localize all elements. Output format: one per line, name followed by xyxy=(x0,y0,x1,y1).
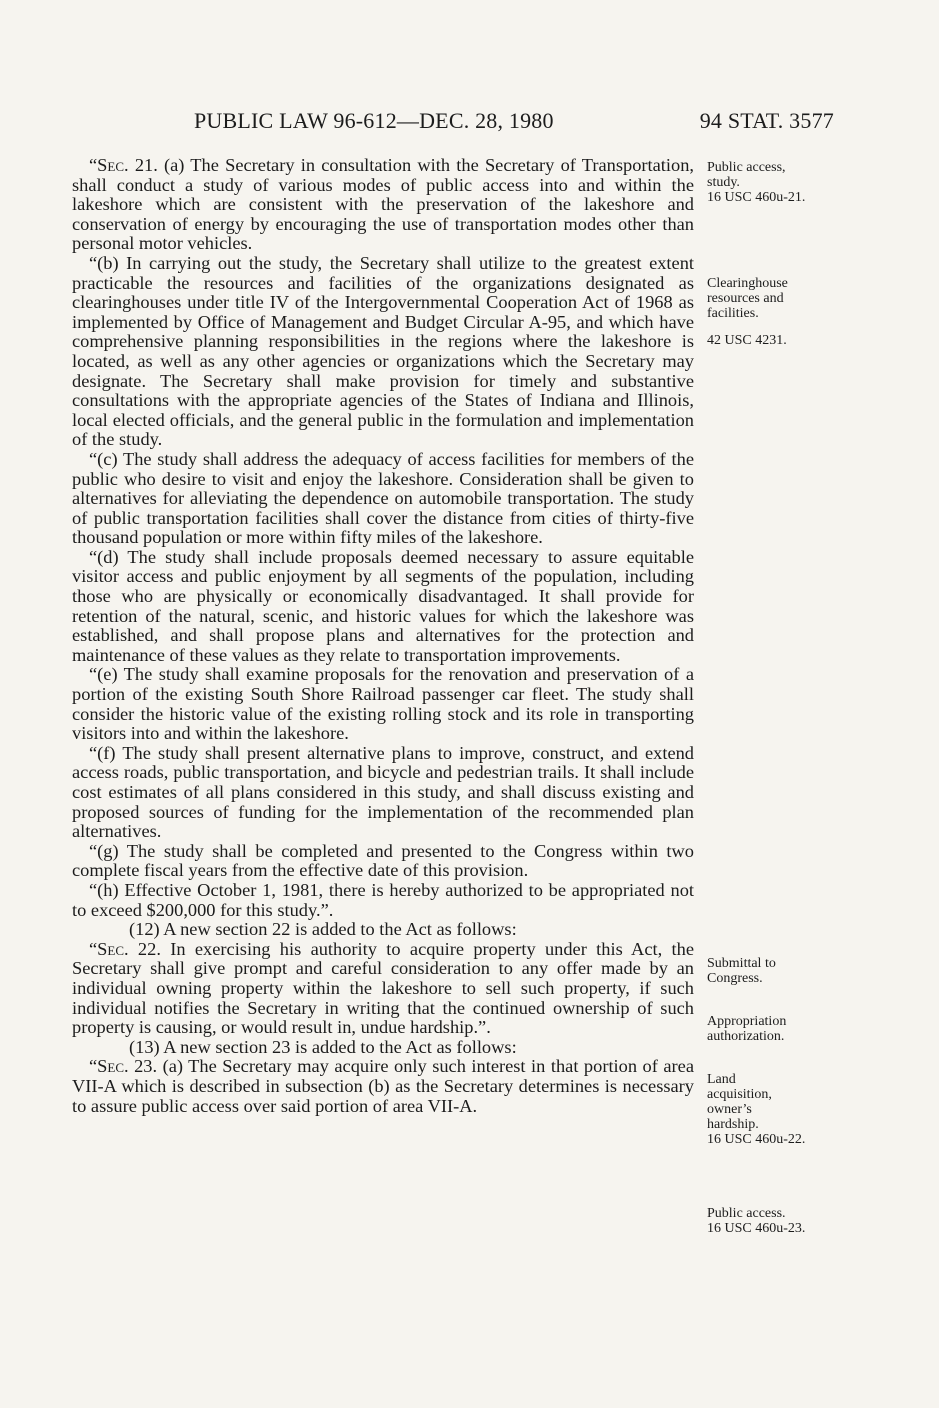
page-header xyxy=(194,108,834,138)
paragraph-sec-21e: “(e) The study shall examine proposals for the renovation and preservation of a portion of the existing South Shore Railroad passenger car fleet. The study shall consider the historic value of the existing rolling stock and its role in transporting visitors into and within the lakeshore. xyxy=(72,664,694,744)
paragraph-instruction-13: (13) A new section 23 is added to the Act as follows: xyxy=(129,1036,517,1057)
margin-note-clearinghouse: Clearinghouse resources and facilities. xyxy=(707,276,788,321)
paragraph-sec-21g: “(g) The study shall be completed and presented to the Congress within two complete fiscal years from the effective date of this provision. xyxy=(72,840,694,881)
margin-note-public-access-study: Public access, study. 16 USC 460u-21. xyxy=(707,160,806,205)
paragraph-sec-23a: “Sec. 23. (a) The Secretary may acquire only such interest in that portion of area VII-A which is described in subsection (b) as the Secretary determines is necessary to assure public access over said portion of area VII-A. xyxy=(72,1056,694,1116)
paragraph-sec-22: “Sec. 22. In exercising his authority to acquire property under this Act, the Secretary shall give prompt and careful consideration to any offer made by an individual owning property within the lakeshore to sell such property, if such individual notifies the Secretary in writing that the continued ownership of such property is causing, or would result in, undue hardship.”. xyxy=(72,938,694,1038)
margin-note-land-acquisition: Land acquisition, owner’s hardship. 16 USC 460u-22. xyxy=(707,1072,806,1147)
margin-note-public-access-23: Public access. 16 USC 460u-23. xyxy=(707,1206,806,1236)
paragraph-sec-21f: “(f) The study shall present alternative plans to improve, construct, and extend access roads, public transportation, and bicycle and pedestrian trails. It shall include cost estimates of all plans considered in this study, and shall discuss existing and proposed sources of funding for the implementation of the recommended plan alternatives. xyxy=(72,742,694,842)
paragraph-sec-21a: “Sec. 21. (a) The Secretary in consultation with the Secretary of Transportation, shall conduct a study of various modes of public access into and within the lakeshore which are consistent with the preservation of the lakeshore and conservation of energy by encouraging the use of transportation modes other than personal motor vehicles. xyxy=(72,155,694,254)
statute-page-number: 94 STAT. 3577 xyxy=(699,108,834,133)
paragraph-instruction-12: (12) A new section 22 is added to the Act as follows: xyxy=(129,919,517,940)
margin-note-submittal: Submittal to Congress. xyxy=(707,956,776,986)
margin-note-appropriation: Appropriation authorization. xyxy=(707,1014,787,1044)
body-text xyxy=(72,156,694,1116)
paragraph-sec-21b: “(b) In carrying out the study, the Secretary shall utilize to the greatest extent practicable the resources and facilities of the organizations designated as clearinghouses under title IV of the Intergovernmental Cooperation Act of 1968 as implemented by Office of Management and Budget Circular A-95, and which have comprehensive planning responsibilities in the regions where the lakeshore is located, as well as any other agencies or organizations which the Secretary may designate. The Secretary shall make provision for timely and substantive consultations with the appropriate agencies of the States of Indiana and Illinois, local elected officials, and the general public in the formulation and implementation of the study. xyxy=(72,252,694,450)
paragraph-sec-21d: “(d) The study shall include proposals deemed necessary to assure equitable visitor access and public enjoyment by all segments of the population, including those who are physically or economically disadvantaged. It shall provide for retention of the natural, scenic, and historic values for which the lakeshore was established, and shall propose plans and alternatives for the protection and maintenance of these values as they relate to transportation improvements. xyxy=(72,546,694,665)
public-law-citation: PUBLIC LAW 96-612—DEC. 28, 1980 xyxy=(194,108,554,133)
paragraph-sec-21h: “(h) Effective October 1, 1981, there is hereby authorized to be appropriated not to exceed $200,000 for this study.”. xyxy=(72,879,694,920)
paragraph-sec-21c: “(c) The study shall address the adequacy of access facilities for members of the public who desire to visit and enjoy the lakeshore. Consideration shall be given to alternatives for alleviating the dependence on automobile transportation. The study of public transportation facilities shall cover the distance from cities of thirty-five thousand population or more within fifty miles of the lakeshore. xyxy=(72,448,694,548)
margin-note-42-usc: 42 USC 4231. xyxy=(707,333,787,348)
